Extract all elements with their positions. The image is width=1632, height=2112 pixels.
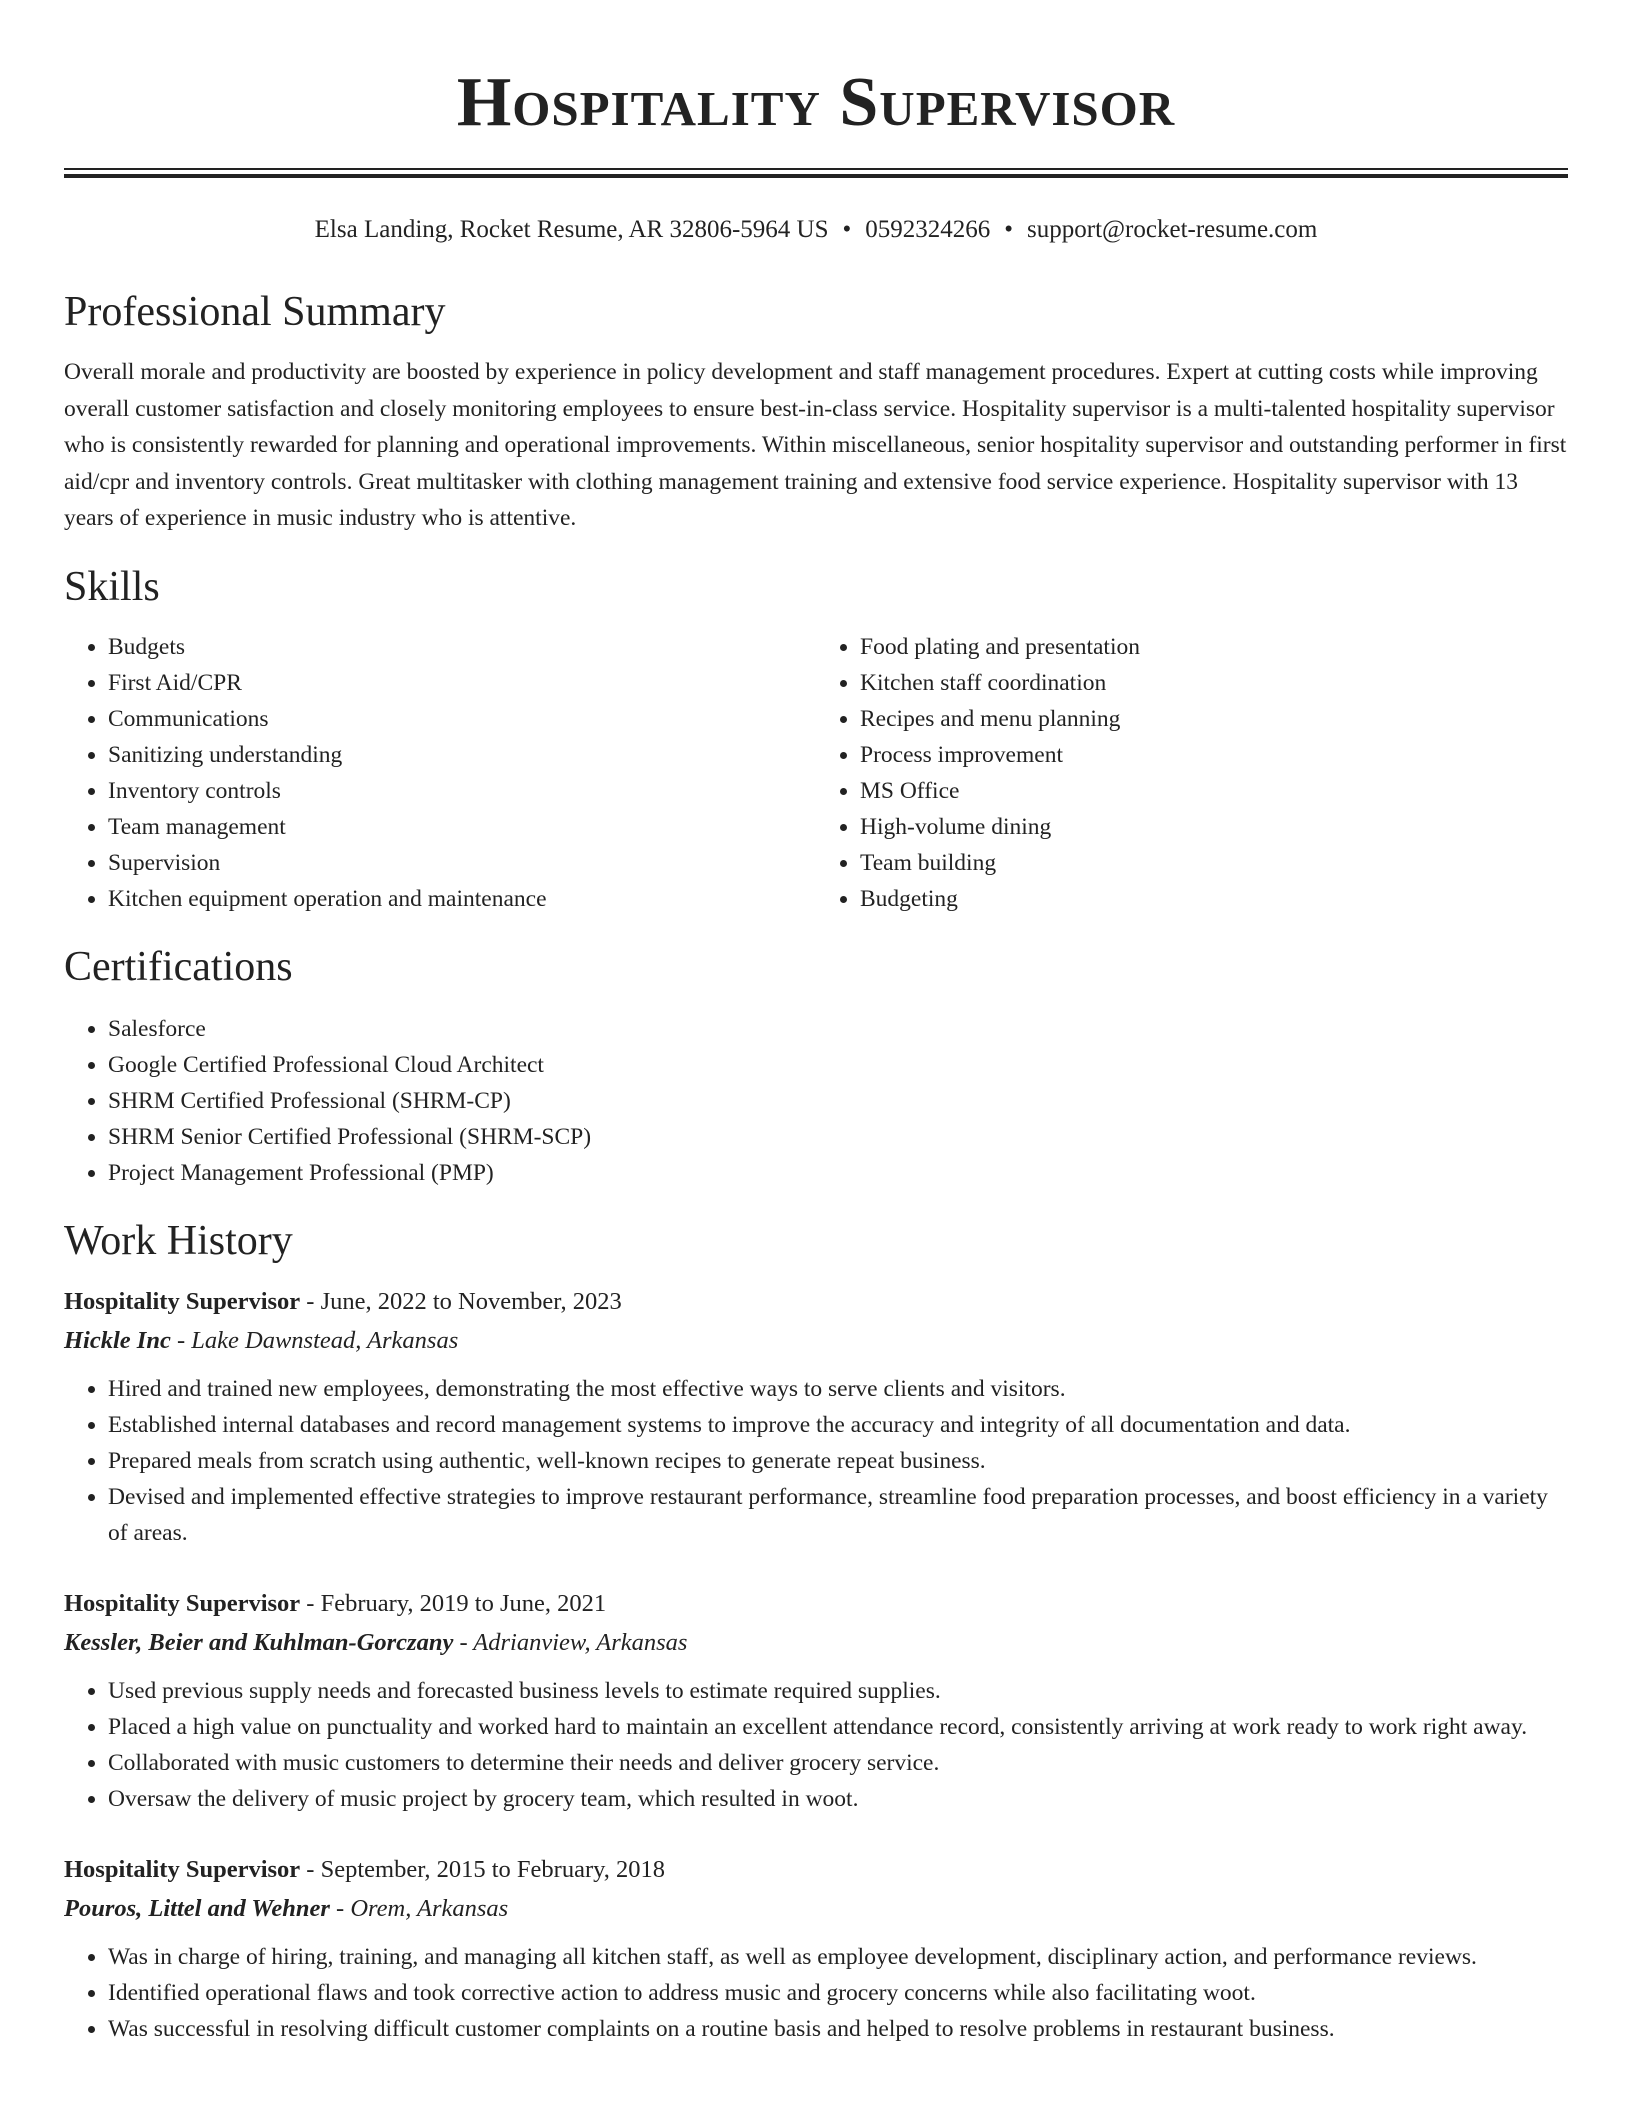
skill-item: • Kitchen staff coordination — [860, 665, 1568, 701]
job-company-line — [64, 1623, 1568, 1663]
job-title-line — [64, 1283, 1568, 1321]
contact-address: Elsa Landing, Rocket Resume, AR 32806-5964 US — [314, 216, 829, 243]
contact-line — [64, 214, 1568, 246]
skills-column-left — [64, 629, 816, 917]
skill-item: • Process improvement — [860, 737, 1568, 773]
page-title: Hospitality Supervisor — [456, 64, 1176, 141]
job-bullet: • Collaborated with music customers to determine their needs and deliver grocery service. — [108, 1745, 1568, 1781]
job-bullet: • Was successful in resolving difficult customer complaints on a routine basis and helped to resolve problems in restaurant business. — [108, 2011, 1568, 2047]
job-location: - Lake Dawnstead, Arkansas — [170, 1326, 459, 1354]
skills-heading: Skills — [64, 563, 160, 610]
skill-item: • Kitchen equipment operation and maintenance — [108, 881, 816, 917]
certification-item: • Google Certified Professional Cloud Architect — [108, 1047, 1568, 1083]
skill-item: • Recipes and menu planning — [860, 701, 1568, 737]
certifications-list — [64, 1011, 1568, 1191]
job-bullet: • Was in charge of hiring, training, and managing all kitchen staff, as well as employee development, disciplinary action, and performance reviews. — [108, 1939, 1568, 1975]
job-bullet: • Hired and trained new employees, demonstrating the most effective ways to serve clients and visitors. — [108, 1371, 1568, 1407]
skill-item: • Food plating and presentation — [860, 629, 1568, 665]
certification-item: • SHRM Senior Certified Professional (SHRM-SCP) — [108, 1119, 1568, 1155]
skill-item: • High-volume dining — [860, 809, 1568, 845]
job-title: Hospitality Supervisor — [64, 1855, 301, 1883]
skills-list — [64, 629, 1568, 917]
skill-item: • Team building — [860, 845, 1568, 881]
skill-item: • Inventory controls — [108, 773, 816, 809]
job-dates: - September, 2015 to February, 2018 — [300, 1855, 666, 1883]
job-entry — [64, 1585, 1568, 1817]
job-company-line — [64, 1321, 1568, 1361]
certification-item: • Salesforce — [108, 1011, 1568, 1047]
contact-separator: • — [1004, 216, 1014, 243]
job-bullet: • Identified operational flaws and took corrective action to address music and grocery concerns while also facilitating woot. — [108, 1975, 1568, 2011]
skill-item: • Communications — [108, 701, 816, 737]
skill-item: • Budgeting — [860, 881, 1568, 917]
summary-heading: Professional Summary — [64, 289, 446, 335]
skill-item: • Budgets — [108, 629, 816, 665]
job-title-line — [64, 1851, 1568, 1889]
job-location: - Orem, Arkansas — [329, 1894, 509, 1922]
job-entry — [64, 1851, 1568, 2047]
job-company: Hickle Inc — [64, 1326, 171, 1354]
job-bullet: • Devised and implemented effective strategies to improve restaurant performance, streamline food preparation processes, and boost efficiency in a variety of areas. — [108, 1479, 1568, 1551]
skill-item: • Supervision — [108, 845, 816, 881]
resume-page — [64, 0, 1568, 2047]
skills-column-right — [816, 629, 1568, 917]
summary-text: Overall morale and productivity are boosted by experience in policy development and staff management procedures. Expert at cutting costs while improving overall customer satisfaction and closely monitoring employees to ensure best-in-class service. Hospitality supervisor is a multi-talented hospitality supervisor who is consistently rewarded for planning and operational improvements. Within miscellaneous, senior hospitality supervisor and outstanding performer in first aid/cpr and inventory controls. Great multitasker with clothing management training and extensive food service experience. Hospitality supervisor with 13 years of experience in music industry who is attentive. — [64, 359, 1567, 531]
certification-item: • SHRM Certified Professional (SHRM-CP) — [108, 1083, 1568, 1119]
certification-item: • Project Management Professional (PMP) — [108, 1155, 1568, 1191]
contact-email: support@rocket-resume.com — [1027, 216, 1318, 243]
job-bullets — [64, 1939, 1568, 2047]
title-divider — [64, 168, 1568, 178]
job-bullet: • Established internal databases and record management systems to improve the accuracy and integrity of all documentation and data. — [108, 1407, 1568, 1443]
job-company-line — [64, 1889, 1568, 1929]
skill-item: • Team management — [108, 809, 816, 845]
job-bullet: • Prepared meals from scratch using authentic, well-known recipes to generate repeat business. — [108, 1443, 1568, 1479]
work-history-heading: Work History — [64, 1217, 293, 1264]
job-bullets — [64, 1371, 1568, 1551]
job-entry — [64, 1283, 1568, 1551]
contact-phone: 0592324266 — [865, 216, 991, 243]
job-location: - Adrianview, Arkansas — [453, 1628, 688, 1656]
job-title: Hospitality Supervisor — [64, 1287, 301, 1315]
job-bullet: • Used previous supply needs and forecasted business levels to estimate required supplies. — [108, 1673, 1568, 1709]
skill-item: • MS Office — [860, 773, 1568, 809]
job-title: Hospitality Supervisor — [64, 1589, 301, 1617]
job-bullet: • Placed a high value on punctuality and worked hard to maintain an excellent attendance record, consistently arriving at work ready to work right away. — [108, 1709, 1568, 1745]
job-company: Pouros, Littel and Wehner — [64, 1894, 330, 1922]
skill-item: • First Aid/CPR — [108, 665, 816, 701]
skill-item: • Sanitizing understanding — [108, 737, 816, 773]
job-company: Kessler, Beier and Kuhlman-Gorczany — [64, 1628, 454, 1656]
job-dates: - February, 2019 to June, 2021 — [300, 1589, 607, 1617]
contact-separator: • — [842, 216, 852, 243]
job-title-line — [64, 1585, 1568, 1623]
job-bullet: • Oversaw the delivery of music project by grocery team, which resulted in woot. — [108, 1781, 1568, 1817]
job-bullets — [64, 1673, 1568, 1817]
certifications-heading: Certifications — [64, 943, 293, 990]
job-dates: - June, 2022 to November, 2023 — [300, 1287, 622, 1315]
